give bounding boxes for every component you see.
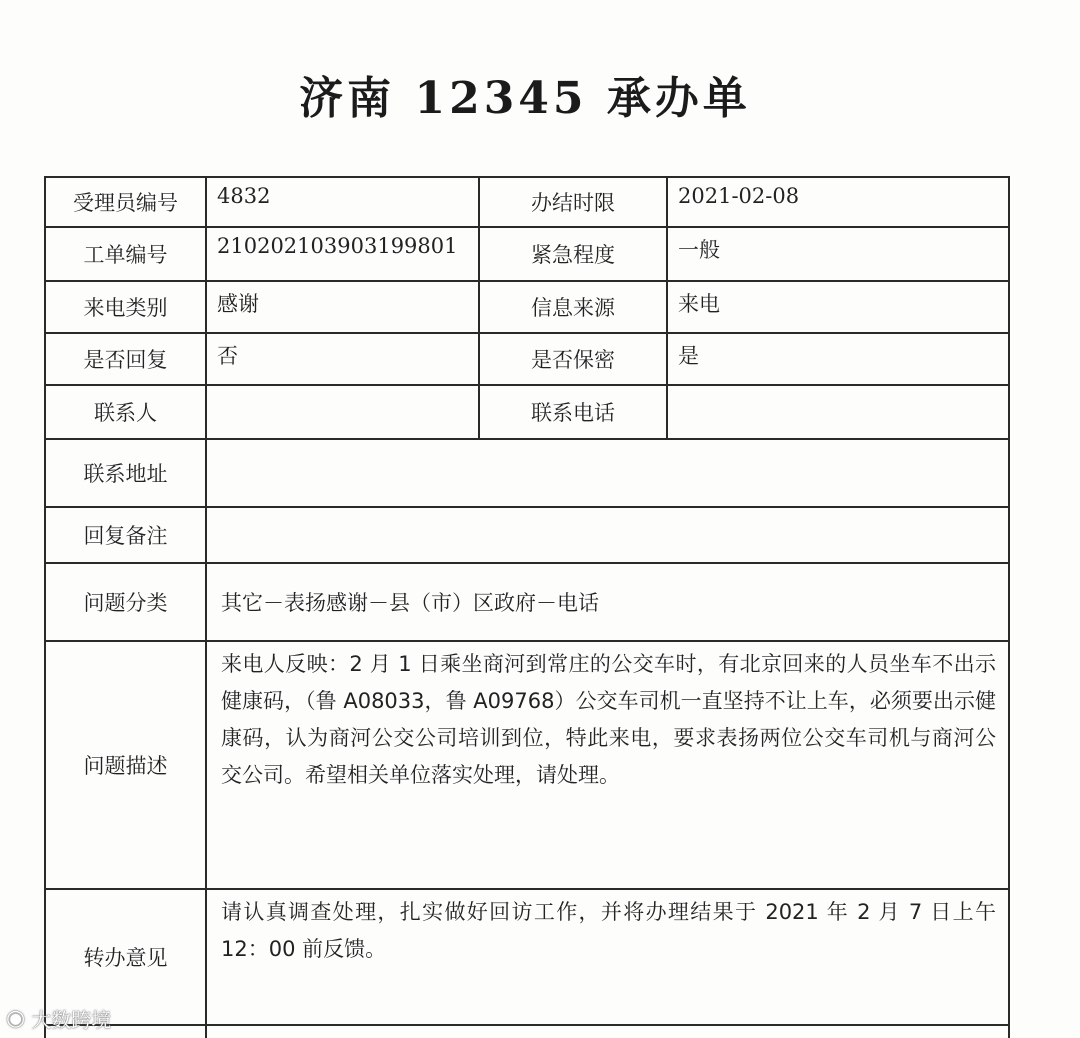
document-title: 济南 12345 承办单 [299,73,751,124]
table-row [45,563,1009,641]
info-source-label: 信息来源 [479,281,667,333]
info-source-value: 来电 [667,281,1009,333]
category-label: 问题分类 [45,563,206,641]
opinion-label: 转办意见 [45,889,206,1025]
urgency-label: 紧急程度 [479,227,667,281]
call-type-label: 来电类别 [45,281,206,333]
table-row [45,177,1009,227]
deadline-label: 办结时限 [479,177,667,227]
address-value [206,439,1009,507]
table-row [45,227,1009,281]
opinion-value: 请认真调查处理，扎实做好回访工作，并将办理结果于 2021 年 2 月 7 日上午 12：00 前反馈。 [206,889,1009,1025]
watermark [6,1004,111,1033]
address-label: 联系地址 [45,439,206,507]
phone-label: 联系电话 [479,385,667,439]
call-type-value: 感谢 [206,281,479,333]
watermark-text: 大数跨境 [31,1008,112,1032]
table-row [45,333,1009,385]
table-row [45,281,1009,333]
contact-label: 联系人 [45,385,206,439]
description-label: 问题描述 [45,641,206,889]
table-row [45,889,1009,1025]
description-value: 来电人反映：2 月 1 日乘坐商河到常庄的公交车时，有北京回来的人员坐车不出示健康码，（鲁 A08033，鲁 A09768）公交车司机一直坚持不让上车，必须要出示健康码，认为商河公交公司培训到位，特此来电，要求表扬两位公交车司机与商河公交公司。希望相关单位落实处理，请处理。 [206,641,1009,889]
work-order-table [44,176,1010,1038]
confidential-value: 是 [667,333,1009,385]
category-value: 其它－表扬感谢－县（市）区政府－电话 [206,563,1009,641]
weibo-like-logo-icon: ◉ [6,1006,26,1031]
operator-id-value: 4832 [206,177,479,227]
partial-row-value [206,1025,1009,1038]
table-row [45,641,1009,889]
reply-label: 是否回复 [45,333,206,385]
table-row [45,385,1009,439]
deadline-value: 2021-02-08 [667,177,1009,227]
reply-note-label: 回复备注 [45,507,206,563]
table-row [45,439,1009,507]
contact-value [206,385,479,439]
phone-value [667,385,1009,439]
order-no-label: 工单编号 [45,227,206,281]
reply-value: 否 [206,333,479,385]
confidential-label: 是否保密 [479,333,667,385]
operator-id-label: 受理员编号 [45,177,206,227]
urgency-value: 一般 [667,227,1009,281]
table-row [45,1025,1009,1038]
order-no-value: 210202103903199801 [206,227,479,281]
reply-note-value [206,507,1009,563]
table-row [45,507,1009,563]
